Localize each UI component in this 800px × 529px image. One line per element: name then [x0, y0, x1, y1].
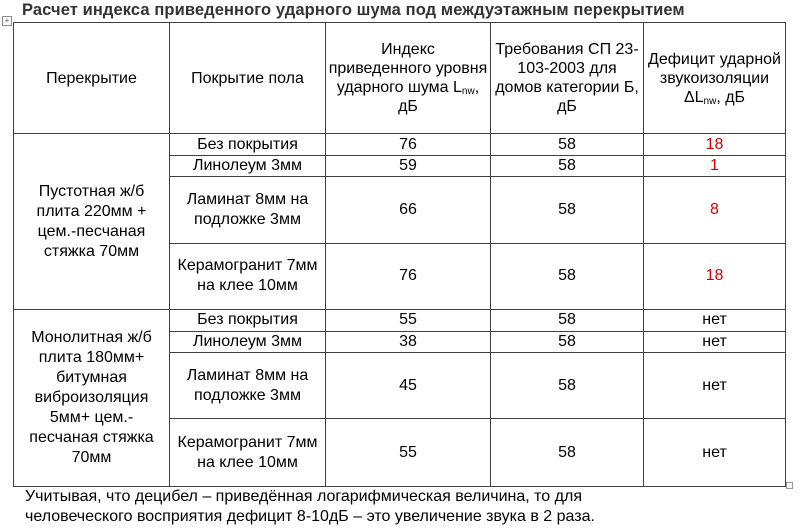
index-cell: 55 [326, 310, 491, 331]
index-cell: 76 [326, 243, 491, 309]
requirement-cell: 58 [491, 155, 644, 176]
requirement-cell: 58 [491, 310, 644, 331]
deficit-cell: 1 [644, 155, 786, 176]
slab-cell: Монолитная ж/б плита 180мм+ битумная виброизоляция 5мм+ цем.-песчаная стяжка 70мм [14, 310, 170, 487]
table-row [14, 310, 786, 331]
index-cell: 66 [326, 177, 491, 243]
requirement-cell: 58 [491, 134, 644, 155]
slab-cell: Пустотная ж/б плита 220мм + цем.-песчаная стяжка 70мм [14, 134, 170, 310]
table-row [14, 134, 786, 155]
index-cell: 38 [326, 331, 491, 352]
floor-cell: Линолеум 3мм [170, 331, 326, 352]
floor-cell: Без покрытия [170, 310, 326, 331]
index-cell: 59 [326, 155, 491, 176]
requirement-cell: 58 [491, 331, 644, 352]
requirement-cell: 58 [491, 243, 644, 309]
floor-cell: Ламинат 8мм на подложке 3мм [170, 353, 326, 419]
deficit-cell: 18 [644, 134, 786, 155]
requirement-cell: 58 [491, 353, 644, 419]
header-requirement: Требования СП 23-103-2003 для домов категории Б, дБ [491, 23, 644, 134]
index-cell: 55 [326, 419, 491, 487]
requirement-cell: 58 [491, 177, 644, 243]
deficit-cell: нет [644, 419, 786, 487]
footnote [25, 487, 795, 527]
deficit-cell: нет [644, 353, 786, 419]
move-handle-icon[interactable]: + [2, 16, 12, 26]
floor-cell: Без покрытия [170, 134, 326, 155]
deficit-cell: 8 [644, 177, 786, 243]
requirement-cell: 58 [491, 419, 644, 487]
data-table [13, 22, 786, 487]
header-row [14, 23, 786, 134]
header-deficit: Дефицит ударной звукоизоляции $\Delta L_{nw}$, дБ [644, 23, 786, 134]
floor-cell: Линолеум 3мм [170, 155, 326, 176]
deficit-cell: нет [644, 310, 786, 331]
header-slab: Перекрытие [14, 23, 170, 134]
page-title: Расчет индекса приведенного ударного шума под междуэтажным перекрытием [22, 1, 685, 19]
floor-cell: Ламинат 8мм на подложке 3мм [170, 177, 326, 243]
header-floor: Покрытие пола [170, 23, 326, 134]
index-cell: 76 [326, 134, 491, 155]
deficit-cell: нет [644, 331, 786, 352]
floor-cell: Керамогранит 7мм на клее 10мм [170, 243, 326, 309]
deficit-cell: 18 [644, 243, 786, 309]
header-index: Индекс приведенного уровня ударного шума $L_{nw}$, дБ [326, 23, 491, 134]
footnote-line: человеческого восприятия дефицит 8-10дБ – это увеличение звука в 2 раза. [25, 508, 595, 525]
index-cell: 45 [326, 353, 491, 419]
footnote-line: Учитывая, что децибел – приведённая логарифмическая величина, то для [25, 488, 582, 505]
floor-cell: Керамогранит 7мм на клее 10мм [170, 419, 326, 487]
